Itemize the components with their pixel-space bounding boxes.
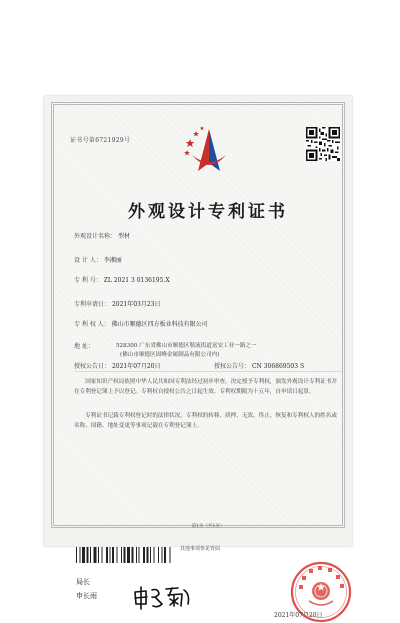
legal-paragraph-2: 专利证书记载专利权登记时的法律状况。专利权的转移、质押、无效、终止、恢复和专利权人的姓名或名称、国籍、地址变更等事项记载在专利登记簿上。 — [74, 413, 337, 429]
designer-value: 李湘丽 — [103, 257, 122, 264]
cnipa-emblem-icon — [180, 125, 238, 177]
page-number: 第1页（共1页） — [191, 524, 225, 529]
director-title: 局长 — [76, 578, 90, 586]
address-line-1: 528300 广东省佛山市顺德区勒流街道富安工业一路之一 — [116, 343, 257, 349]
section-divider — [74, 371, 342, 372]
grant-number-row — [214, 361, 304, 370]
patentee-row — [74, 319, 208, 328]
certificate-title: 外观设计专利证书 — [128, 202, 288, 222]
patent-number-row — [74, 275, 170, 284]
patentee-label: 专 利 权 人： — [74, 321, 110, 328]
qr-code-icon — [306, 127, 340, 161]
filing-date-label: 专利申请日： — [74, 301, 111, 308]
address-label: 地 址： — [74, 343, 94, 350]
designer-row — [74, 255, 122, 264]
legal-paragraph-1: 国家知识产权局依照中华人民共和国专利法经过初步审查，决定授予专利权，颁发外观设计专利证书并在专利登记簿上予以登记。专利权自授权公告之日起生效。专利权期限为十五年，自申请日起算。 — [74, 379, 337, 395]
grant-date-label: 授权公告日： — [74, 363, 111, 370]
grant-number-label: 授权公告号： — [214, 363, 251, 370]
filing-date-row — [74, 299, 160, 308]
designer-label: 设 计 人： — [74, 257, 102, 264]
filing-date-value: 2021年03月23日 — [111, 301, 161, 308]
design-name-row — [74, 231, 130, 240]
handwritten-signature-icon — [132, 584, 194, 610]
grant-date-row — [74, 361, 160, 370]
grant-number-value: CN 306869503 S — [251, 363, 305, 370]
address-line-2: (佛山市顺德区固峰金属制品有限公司内) — [120, 352, 220, 358]
grant-date-value: 2021年07月20日 — [111, 363, 161, 370]
certificate-number: 证书号第6721929号 — [70, 137, 131, 144]
address-row — [74, 341, 94, 350]
signature-date: 2021年07月20日 — [274, 612, 323, 619]
director-name: 申长雨 — [76, 592, 97, 600]
patent-number-value: ZL 2021 3 0136195.X — [103, 277, 170, 284]
footer-note: 其他事项参见背面 — [179, 546, 220, 552]
design-name-label: 外观设计名称： — [74, 233, 117, 240]
patent-number-label: 专 利 号： — [74, 277, 102, 284]
design-name-value: 型材 — [117, 233, 130, 240]
patentee-value: 佛山市顺德区四方板业科技有限公司 — [111, 321, 208, 328]
